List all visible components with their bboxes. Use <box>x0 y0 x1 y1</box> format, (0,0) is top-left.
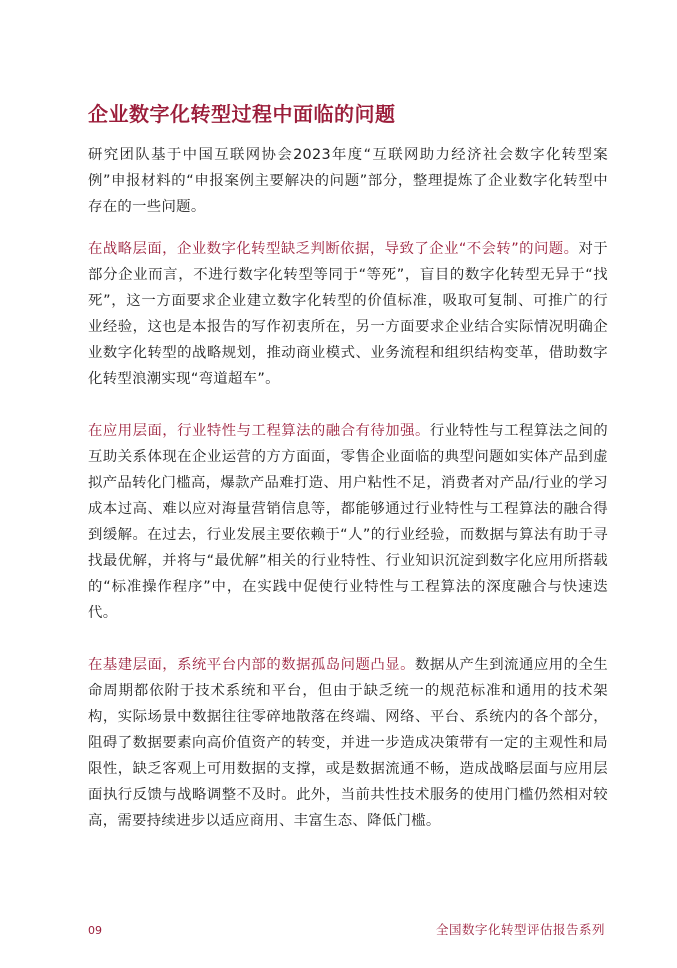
strategy-lead: 在战略层面，企业数字化转型缺乏判断依据，导致了企业“不会转”的问题。 <box>88 241 579 257</box>
application-body: 行业特性与工程算法之间的互助关系体现在企业运营的方方面面，零售企业面临的典型问题如实体产品到虚拟产品转化门槛高，爆款产品难打造、用户粘性不足，消费者对产品/行业的学习成本过高、难以应对海量营销信息等，都能够通过行业特性与工程算法的融合得到缓解。在过去，行业发展主要依赖于“人”的行业经验，而数据与算法有助于寻找最优解，并将与“最优解”相关的行业特性、行业知识沉淀到数字化应用所搭载的“标准操作程序”中，在实践中促使行业特性与工程算法的深度融合与快速迭代。 <box>88 423 608 621</box>
intro-paragraph: 研究团队基于中国互联网协会2023年度“互联网助力经济社会数字化转型案例”申报材料的“申报案例主要解决的问题”部分，整理提炼了企业数字化转型中存在的一些问题。 <box>88 147 608 215</box>
application-paragraph <box>88 418 608 626</box>
infrastructure-body: 数据从产生到流通应用的全生命周期都依附于技术系统和平台，但由于缺乏统一的规范标准和通用的技术架构，实际场景中数据往往零碎地散落在终端、网络、平台、系统内的各个部分，阻碍了数据要素向高价值资产的转变，并进一步造成决策带有一定的主观性和局限性，缺乏客观上可用数据的支撑，或是数据流通不畅，造成战略层面与应用层面执行反馈与战略调整不及时。此外，当前共性技术服务的使用门槛仍然相对较高，需要持续进步以适应商用、丰富生态、降低门槛。 <box>88 657 608 829</box>
page-number: 09 <box>88 924 102 937</box>
strategy-paragraph <box>88 236 608 392</box>
infrastructure-paragraph <box>88 652 608 834</box>
infrastructure-lead: 在基建层面，系统平台内部的数据孤岛问题凸显。 <box>88 657 415 673</box>
footer-report-title: 全国数字化转型评估报告系列 <box>435 922 605 937</box>
application-lead: 在应用层面，行业特性与工程算法的融合有待加强。 <box>88 423 430 439</box>
strategy-body: 对于部分企业而言，不进行数字化转型等同于“等死”，盲目的数字化转型无异于“找死”，这一方面要求企业建立数字化转型的价值标准，吸取可复制、可推广的行业经验，这也是本报告的写作初衷所在，另一方面要求企业结合实际情况明确企业数字化转型的战略规划，推动商业模式、业务流程和组织结构变革，借助数字化转型浪潮实现“弯道超车”。 <box>88 241 608 387</box>
section-heading: 企业数字化转型过程中面临的问题 <box>88 102 396 126</box>
